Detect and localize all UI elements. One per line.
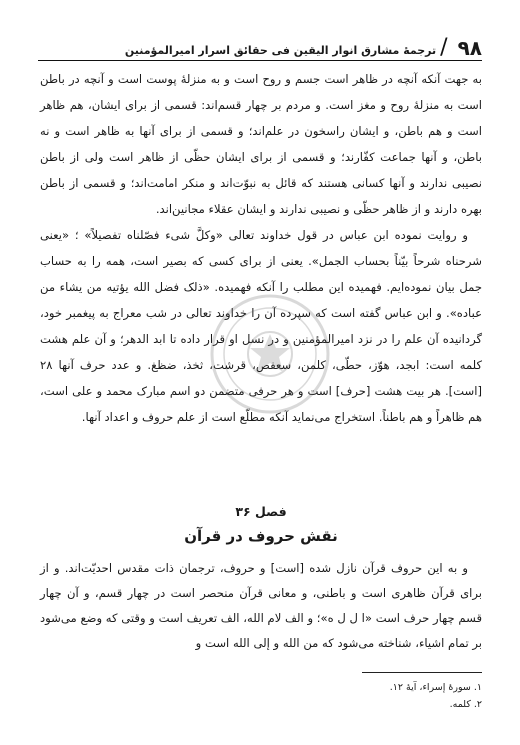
- section-heading: [40, 501, 482, 549]
- header-rule: [38, 60, 482, 61]
- section-number: فصل ۳۶: [235, 504, 287, 519]
- footnote-1: ۱. سورهٔ إسراء، آیهٔ ۱۲.: [389, 682, 482, 693]
- section-text: [40, 556, 482, 656]
- paragraph-3: و به این حروف قرآن نازل شده [است] و حروف، ترجمان ذات مقدس احدیّت‌اند. و از برای قرآن ظاهری است و باطنی، و معانی قرآن منحصر است در چهار قسم، و آن چهار قسم چهار حرف است «ا ل ل ه»؛ و الف لام الله، الف تعریف است و وقتی که وضع می‌شود بر تمام اشیاء، شناخته می‌شود که من الله و إلی الله است و: [40, 561, 482, 650]
- running-title: ترجمهٔ مشارق انوار الیقین فی حقائق اسرار امیرالمؤمنین: [124, 44, 437, 57]
- page-number: ۹۸: [457, 36, 482, 60]
- main-text: [40, 66, 482, 430]
- footnotes: [40, 679, 482, 713]
- footnote-2: ۲. کلمه.: [449, 699, 482, 710]
- section-title: نقش حروف در قرآن: [184, 527, 338, 545]
- footnote-rule: [362, 672, 482, 673]
- header-separator: /: [440, 35, 448, 60]
- page-header: [38, 34, 482, 58]
- paragraph-2: و روایت نموده ابن عباس در قول خداوند تعالی «وکلَّ شیء فصّلناه تفصیلاً» ؛ «یعنی شرحناه شرحاً بیّناً بحساب الجمل». یعنی از برای کسی که بصیر است، همه را به حساب جمل بیان نموده‌ایم. فهمیده این مطلب را آنکه فهمیده. «ذلک فضل الله یؤتیه من یشاء من عباده». و ابن عباس گفته است که سپرده آن را خداوند تعالی در شب معراج به پیغمبر خود، گردانیده آن علم را در نزد امیرالمؤمنین و در نسل او قرار داده تا ابد الدهر؛ و آن علم هشت کلمه است: ابجد، هوّز، حطّی، کلمن، سعفص، قرشت، ثخذ، ضظغ. و عدد حرف آنها ۲۸ [است]. هر بیت هشت [حرف] است و هر حرفی متضمن دو اسم مبارک محمد و علی است، هم ظاهراً و هم باطناً. استخراج می‌نماید آنکه مطلّع است از علم حروف و اعداد آنها.: [40, 228, 482, 424]
- paragraph-1: به جهت آنکه آنچه در ظاهر است جسم و روح است و به منزلهٔ پوست است و آنچه در باطن است به منزلهٔ روح و مغز است. و مردم بر چهار قسم‌اند: قسمی از برای ایشان، هم ظاهر است و هم باطن، و ایشان راسخون در علم‌اند؛ و قسمی از برای آنها به ظاهر است و نه باطن، و آنها جماعت کفّارند؛ و قسمی از برای ایشان حظّی از ظاهر است ولی از باطن نصیبی ندارند و آنها کسانی هستند که قائل به نبوّت‌اند و منکر امامت‌اند؛ و قسمی از باطن بهره دارند و از ظاهر حظّی و نصیبی ندارند و ایشان عقلاء مجانین‌اند.: [40, 72, 482, 216]
